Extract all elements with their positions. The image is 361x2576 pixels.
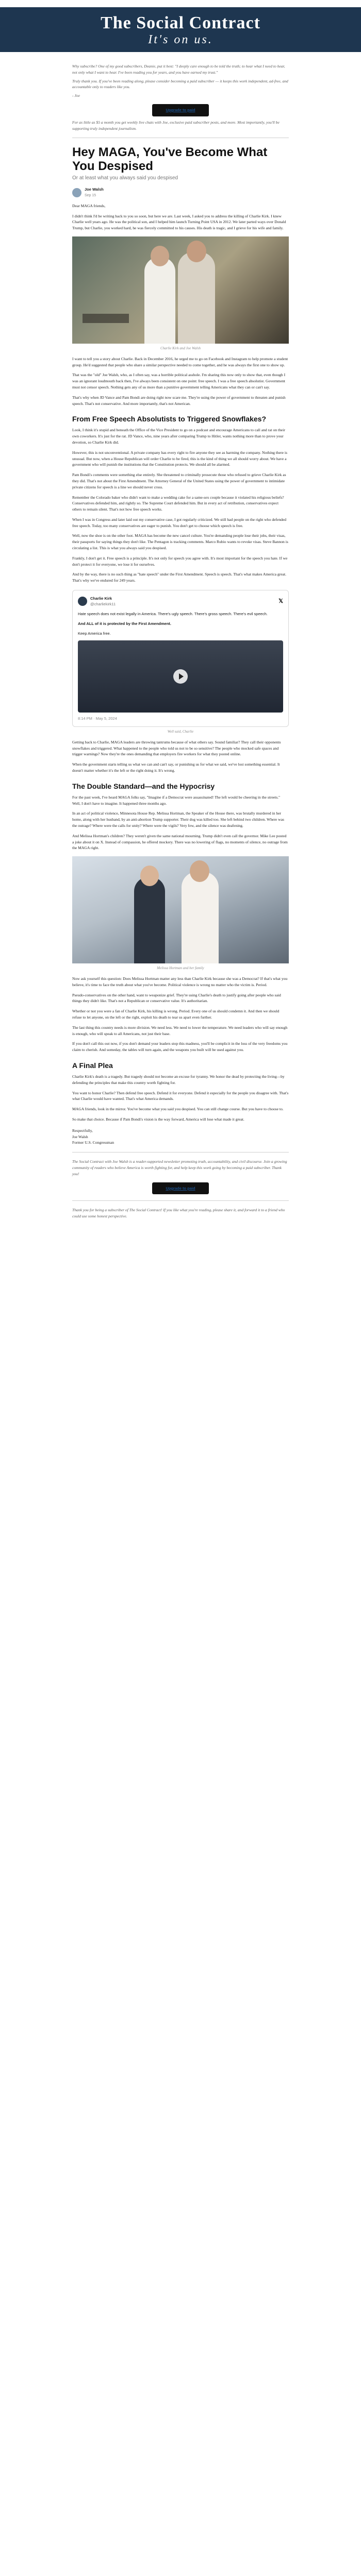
photo-detail <box>151 246 169 266</box>
article-paragraph: When I was in Congress and later laid out my conservative case, I got regularly criticized. We still had people on the right who defended free speech. Today, too many conservatives are eager to punish. You don't get to choose which speech is free. <box>72 517 287 528</box>
article-paragraph: That's why when JD Vance and Pam Bondi are doing right now scare me. They're using the power of government to threaten and punish speech. That's not conservative. And more importantly, that's not American. <box>72 395 286 406</box>
article-paragraph: Pseudo-conservatives on the other hand, want to weaponize grief. They're using Charlie's death to justify going after people who said things they didn't like. That's not a Republican or conservative value. It's authoritarian. <box>72 992 281 1004</box>
play-icon[interactable] <box>173 669 188 684</box>
signoff-line: Respectfully, <box>72 1128 93 1133</box>
article-paragraph: MAGA friends, look in the mirror. You've become what you said you despised. You can still change course. But you have to choose to. <box>72 1107 284 1112</box>
embed-timestamp: 8:14 PM · May 5, 2024 <box>78 716 117 721</box>
upgrade-to-paid-button[interactable]: Upgrade to paid <box>152 104 209 116</box>
author-name[interactable]: Joe Walsh <box>85 187 104 192</box>
x-logo-icon[interactable]: 𝕏 <box>278 598 283 604</box>
intro-paragraph: Why subscribe? One of my good subscribers, Deanie, put it best: "I deeply care enough to be told the truth; to hear what I need to hear, not only what I want to hear. I've been reading you for years, and you have earned my trust." <box>72 64 285 75</box>
photo-detail <box>190 860 209 882</box>
article-paragraph: Charlie Kirk's death is a tragedy. But tragedy should not become an excuse for tyranny. We honor the dead by protecting the living—by defending the principles that make this country worth fighting for. <box>72 1074 285 1085</box>
embed-tagline: Keep America free. <box>78 631 111 636</box>
divider <box>72 1152 289 1153</box>
article-subtitle: Or at least what you always said you despised <box>72 175 178 181</box>
photo-detail <box>83 314 129 323</box>
article-paragraph: Pam Bondi's comments were something else entirely. She threatened to criminally prosecute those who refused to grieve Charlie Kirk as they did. That's not about the First Amendment. The Attorney General of the United States using the power of government to intimidate private citizens for speech is a line we should never cross. <box>72 472 286 489</box>
intro-signature: - Joe <box>72 93 80 98</box>
article-paragraph: However, this is not unconventional. A private company has every right to fire anyone they see as harming the company. Nothing there is unusual. But now, when a House Republican will order Charlie to be fired, this is the kind of thing we all should worry about. We have a government who will punish the institutions that the Constitution protects. We should all be alarmed. <box>72 450 287 467</box>
embed-author-name[interactable]: Charlie Kirk <box>90 596 112 601</box>
photo-detail <box>140 866 159 886</box>
photo-detail <box>134 877 165 963</box>
masthead-title: The Social Contract <box>101 13 260 32</box>
embed-author-handle[interactable]: @charliekirk11 <box>90 602 116 607</box>
footer-paragraph: Thank you for being a subscriber of The Social Contract! If you like what you're reading, please share it, and forward it to a friend who could use some honest perspective. <box>72 1208 285 1219</box>
author-avatar[interactable] <box>72 188 81 197</box>
photo-detail <box>178 252 215 344</box>
embed-avatar[interactable] <box>78 597 87 606</box>
section-heading: From Free Speech Absolutists to Triggered Snowflakes? <box>72 415 267 423</box>
article-paragraph: Frankly, I don't get it. Free speech is a principle. It's not only for speech you agree with. It's most important for the speech you hate. If we don't protect it for everyone, we lose it for ourselves. <box>72 555 288 567</box>
embed-quote: Hate speech does not exist legally in America. There's ugly speech. There's gross speech. There's evil speech. <box>78 612 268 617</box>
article-paragraph: In an act of political violence, Minnesota House Rep. Melissa Hortman, the Speaker of the House there, was brutally murdered in her home, along with her husband, by an anti-abortion Trump supporter. Their dog was killed too. She left behind two children. Where was the outrage? Where were the calls for unity? Where were the vigils? Very few, and the silence was deafening. <box>72 811 284 828</box>
byline <box>72 187 289 199</box>
article-paragraph: When the government starts telling us what we can and can't say, or punishing us for what we said, we've lost something essential. It doesn't matter whether it's the left or the right doing it. It's wrong. <box>72 762 280 773</box>
signoff-line: Joe Walsh <box>72 1134 88 1139</box>
masthead-tagline: It's on us. <box>148 33 213 46</box>
intro-block <box>72 63 289 99</box>
signoff <box>72 1128 289 1146</box>
embed-caption: Well said, Charlie <box>167 730 194 734</box>
article-paragraph: And Melissa Hortman's children? They weren't given the same national mourning. Trump didn't even call the governor. Mike Lee posted a joke about it on X. Instead of compassion, he offered mockery. There was no lowering of flags, no moments of silence, no outrage from the MAGA right. <box>72 833 288 851</box>
melissa-hortman-family-photo[interactable] <box>72 856 289 963</box>
section-heading: The Double Standard—and the Hypocrisy <box>72 782 215 790</box>
intro-paragraph: For as little as $5 a month you get weekly live chats with Joe, exclusive paid subscriber posts, and more. Most importantly, you'll be supporting truly independent journalism. <box>72 120 280 131</box>
photo-caption: Charlie Kirk and Joe Walsh <box>160 346 201 350</box>
charlie-kirk-and-joe-walsh-photo[interactable] <box>72 236 289 344</box>
article-paragraph: Now ask yourself this question: Does Melissa Hortman matter any less than Charlie Kirk because she was a Democrat? If that's what you believe, it's time to face the truth about what you've become. Political violence is wrong no matter who the victim is. Period. <box>72 976 288 987</box>
article-paragraph: So make that choice. Because if Pam Bondi's vision is the way forward, America will lose what made it great. <box>72 1116 244 1122</box>
article-title[interactable]: Hey MAGA, You've Become What You Despised <box>72 145 268 174</box>
masthead-banner <box>0 7 361 52</box>
article-paragraph: For the past week, I've heard MAGA folks say, "Imagine if a Democrat were assassinated! The left would be cheering in the streets." Well, I don't have to imagine. It happened three months ago. <box>72 794 281 806</box>
footer-block <box>72 1207 289 1219</box>
article-paragraph: I want to tell you a story about Charlie. Back in December 2016, he urged me to go on Facebook and Instagram to help promote a student group. He'd suggested that people who share a similar perspective needed to come together, and he was always the first one to show up. <box>72 356 288 367</box>
footer-block <box>72 1159 289 1177</box>
article-paragraph: You want to honor Charlie? Then defend free speech. Defend it for everyone. Defend it especially for the people you disagree with. That's what Charlie would have wanted. That's what America demands. <box>72 1090 289 1101</box>
article-paragraph: And by the way, there is no such thing as "hate speech" under the First Amendment. Speech is speech. That's what makes America great. That's why we've endured for 249 years. <box>72 572 286 583</box>
upgrade-to-paid-button[interactable]: Upgrade to paid <box>152 1182 209 1195</box>
article-paragraph: That was the "old" Joe Walsh, who, as I often say, was a horrible political asshole. I'm sharing this now only to show that, even though I was an ignorant loudmouth back then, I've always been consistent on one point: free speech. I was a free speech absolutist. Government must not censor speech. Nothing gets any of us more than a punitive government telling Americans what they can or can't say. <box>72 372 286 389</box>
article-paragraph: The last thing this country needs is more division. We need less. We need to lower the temperature. We need leaders who will say enough is enough, who will speak to all Americans, not just their base. <box>72 1025 288 1036</box>
embedded-post[interactable] <box>72 590 289 727</box>
embed-header <box>78 596 283 607</box>
embed-video[interactable] <box>78 640 283 713</box>
photo-detail <box>187 241 206 262</box>
post-date: Sep 15 <box>85 193 96 197</box>
photo-caption: Melissa Hortman and her family <box>157 966 204 971</box>
photo-detail <box>182 872 219 963</box>
intro-paragraph: Truly thank you. If you've been reading along, please consider becoming a paid subscriber — it keeps this work independent, ad-free, and accountable only to readers like you. <box>72 78 288 90</box>
article-paragraph: Getting back to Charlie, MAGA leaders are throwing tantrums because of what others say. Sound familiar? They call their opponents snowflakes and triggered. What happened to the people who told us not to be so sensitive? The people who mocked safe spaces and trigger warnings? Now they're the ones demanding that employers fire workers for what they posted online. <box>72 739 281 757</box>
embed-quote-emphasis: And ALL of it is protected by the First Amendment. <box>78 621 171 626</box>
divider <box>72 1200 289 1201</box>
article-paragraph: Whether or not you were a fan of Charlie Kirk, his killing is wrong. Period. Every one of us should condemn it. And then we should refuse to let anyone, on the left or the right, exploit his death to tear us apart even further. <box>72 1009 280 1020</box>
article-paragraph: Remember the Colorado baker who didn't want to make a wedding cake for a same-sex couple because it violated his religious beliefs? Conservatives defended him, and rightly so. The Supreme Court defended him. But in every act of retribution, conservatives expect others to remain silent. That's not how free speech works. <box>72 495 284 512</box>
footer-paragraph: The Social Contract with Joe Walsh is a reader-supported newsletter promoting truth, accountability, and civil discourse. Join a growing community of readers who believe America is worth fighting for, and help keep this work going by becoming a paid subscriber. Thank you! <box>72 1159 287 1176</box>
newsletter-body <box>72 63 289 1219</box>
section-heading: A Final Plea <box>72 1061 113 1070</box>
signoff-line: Former U.S. Congressman <box>72 1140 114 1145</box>
article-paragraph: If you don't call this out now, if you don't demand your leaders stop this madness, you'll be complicit in the loss of the very freedoms you claim to cherish. And someday, the tables will turn again, and the weapons you built will be used against you. <box>72 1041 288 1053</box>
article-paragraph: I didn't think I'd be writing back to you so soon, but here we are. Last week, I asked you to address the killing of Charlie Kirk. I knew Charlie well years ago. He was the political son, and I helped him launch Turning Point USA in 2012. We later parted ways over Donald Trump, but Charlie, you worked hard, he was fiercely committed to his causes. His death is tragic, and I grieve for his wife and family. <box>72 213 286 231</box>
photo-detail <box>144 257 175 344</box>
article-paragraph: Well, now the shoe is on the other foot. MAGA has become the new cancel culture. You're demanding people lose their jobs, their visas, their passports for saying things they don't like. The Pentagon is tracking comments. Marco Rubio wants to revoke visas. Steve Bannon is circulating a list. This is what you always said you despised. <box>72 533 288 551</box>
article-paragraph: Look, I think it's stupid and beneath the Office of the Vice President to go on a podcast and encourage Americans to call and rat on their own coworkers. It's just for the rat. JD Vance, who, nine years after comparing Trump to Hitler, wants nothing more than to prove your devotion, so Charlie Kirk did. <box>72 428 285 445</box>
salutation: Dear MAGA friends, <box>72 203 106 208</box>
